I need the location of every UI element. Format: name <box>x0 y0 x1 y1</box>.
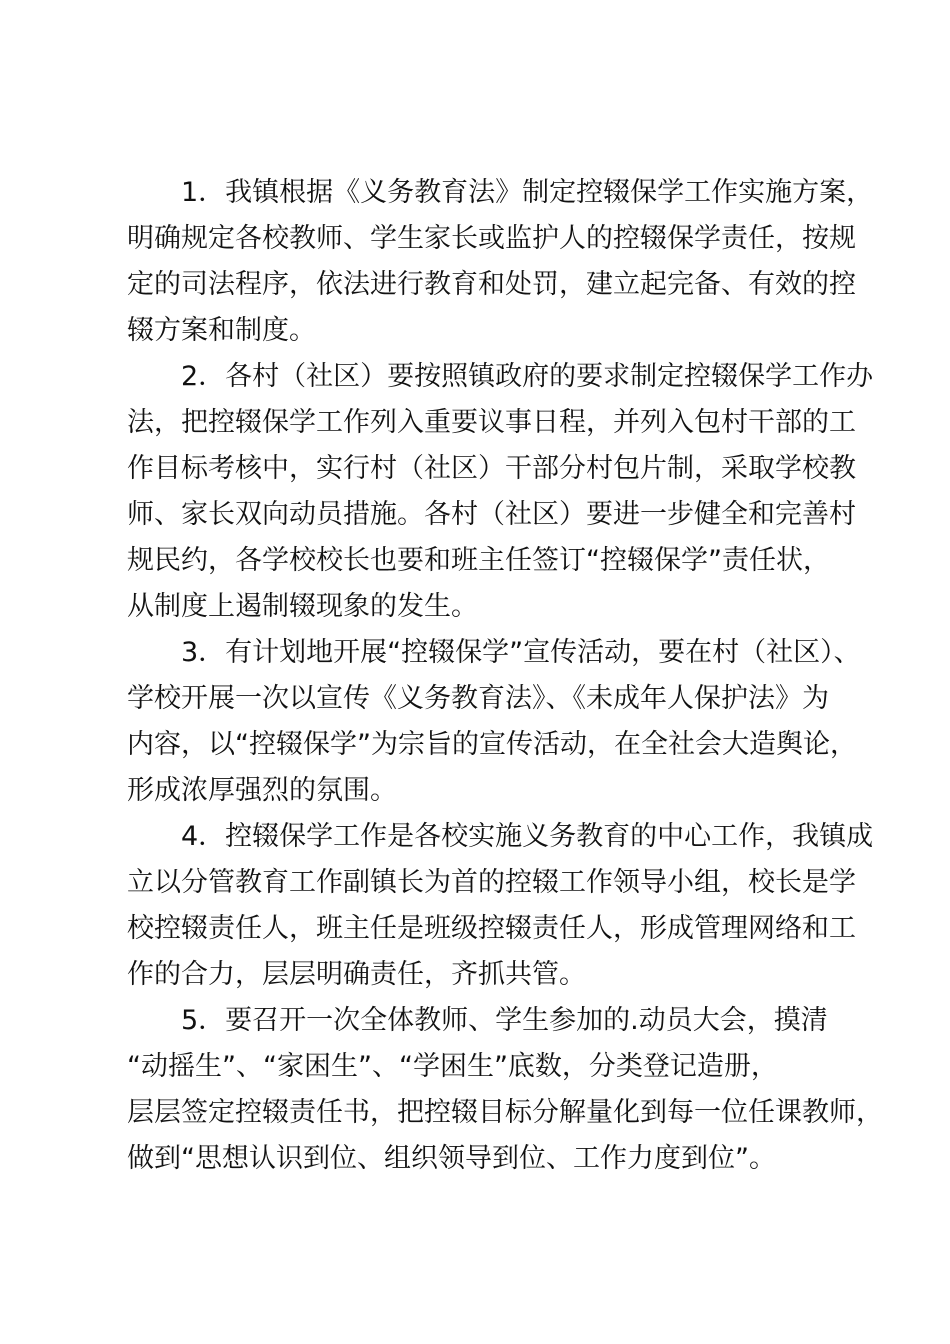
paragraph-line: 5．要召开一次全体教师、学生参加的.动员大会，摸清 <box>181 1005 828 1036</box>
paragraph-line: 从制度上遏制辍现象的发生。 <box>127 591 478 622</box>
paragraph-line: 学校开展一次以宣传《义务教育法》、《未成年人保护法》为 <box>127 683 829 714</box>
paragraph-5 <box>127 998 883 1182</box>
paragraph-1 <box>127 170 874 354</box>
paragraph-line: 4．控辍保学工作是各校实施义务教育的中心工作，我镇成 <box>181 821 874 852</box>
paragraph-line: 作目标考核中，实行村（社区）干部分村包片制，采取学校教 <box>127 453 856 484</box>
paragraph-line: 作的合力，层层明确责任，齐抓共管。 <box>127 959 586 990</box>
paragraph-line: 形成浓厚强烈的氛围。 <box>127 775 397 806</box>
paragraph-line: 层层签定控辍责任书，把控辍目标分解量化到每一位任课教师， <box>127 1097 883 1128</box>
paragraph-line: 1．我镇根据《义务教育法》制定控辍保学工作实施方案， <box>181 177 874 208</box>
paragraph-line: 定的司法程序，依法进行教育和处罚，建立起完备、有效的控 <box>127 269 856 300</box>
paragraph-line: 规民约，各学校校长也要和班主任签订“控辍保学”责任状， <box>127 545 830 576</box>
paragraph-line: 做到“思想认识到位、组织领导到位、工作力度到位”。 <box>127 1143 776 1174</box>
paragraph-line: 明确规定各校教师、学生家长或监护人的控辍保学责任，按规 <box>127 223 856 254</box>
paragraph-2 <box>127 354 874 630</box>
paragraph-line: 法，把控辍保学工作列入重要议事日程，并列入包村干部的工 <box>127 407 856 438</box>
paragraph-line: 辍方案和制度。 <box>127 315 316 346</box>
paragraph-line: 3．有计划地开展“控辍保学”宣传活动，要在村（社区）、 <box>181 637 861 668</box>
paragraph-4 <box>127 814 874 998</box>
paragraph-line: 立以分管教育工作副镇长为首的控辍工作领导小组，校长是学 <box>127 867 856 898</box>
paragraph-line: 校控辍责任人，班主任是班级控辍责任人，形成管理网络和工 <box>127 913 856 944</box>
paragraph-line: 内容，以“控辍保学”为宗旨的宣传活动，在全社会大造舆论， <box>127 729 857 760</box>
paragraph-3 <box>127 630 861 814</box>
paragraph-line: 师、家长双向动员措施。各村（社区）要进一步健全和完善村 <box>127 499 856 530</box>
document-body <box>127 170 883 1182</box>
paragraph-line: 2．各村（社区）要按照镇政府的要求制定控辍保学工作办 <box>181 361 874 392</box>
paragraph-line: “动摇生”、“家困生”、“学困生”底数，分类登记造册， <box>127 1051 778 1082</box>
